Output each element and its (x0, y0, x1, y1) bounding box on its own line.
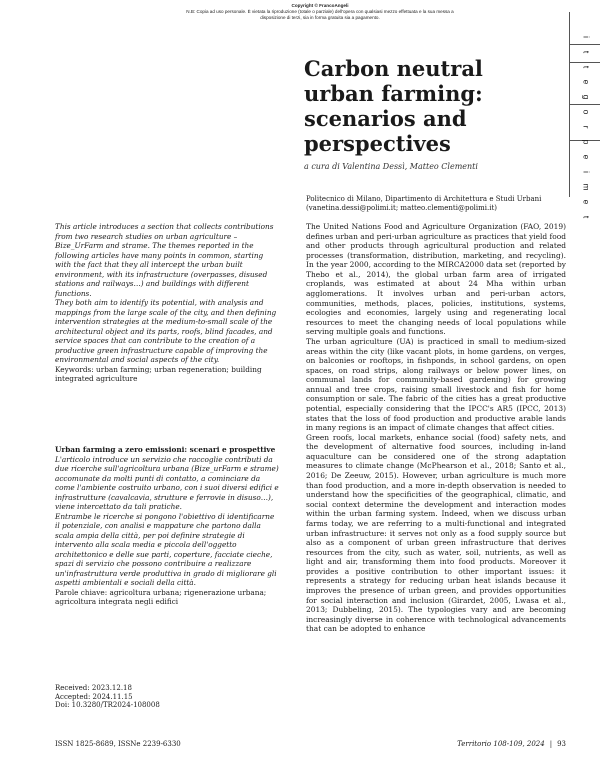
abstract-paragraph: Entrambe le ricerche si pongono l'obiettivo di identificarne il potenziale, con analisi e mappature che partono dalla scala ampia della città, per poi definire strategie di intervento alla scala media e piccola dell'oggetto architettonico e delle sue parti, coperture, facciate cieche, spazi di servizio che possono contribuire a realizzare un'infrastruttura verde produttiva in grado di migliorare gli aspetti ambientali e sociali della città. (55, 511, 277, 587)
abstract-paragraph: This article introduces a section that collects contributions from two research studies on urban agriculture – Bize_UrFarm and strame. The themes reported in the following articles have many points in common, starting with the fact that they all intercept the urban built environment, with its infrastructure (overpasses, disused stations and railways…) and buildings with different functions. (55, 222, 274, 298)
footer-issn: ISSN 1825-8689, ISSNe 2239-6330 (55, 740, 181, 748)
body-paragraph: The urban agriculture (UA) is practiced in small to medium-sized areas within the city (like vacant plots, in home gardens, on verges, on balconies or rooftops, in fishponds, in school gardens, on open spaces, on road strips, along railways or below power lines, on communal lands for community-based gardening) for growing annual and tree crops, raising small livestock and fish for home consumption or sale. The fabric of the cities has a great productive potential, especially considering that the IPCC's AR5 (IPCC, 2013) states that the loss of food production and productive arable lands in many regions is an impact of climate changes that affect cities. (306, 336, 566, 433)
affiliation-line: Politecnico di Milano, Dipartimento di Architettura e Studi Urbani (306, 195, 542, 203)
article-title: Carbon neutral urban farming: scenarios and perspectives (304, 56, 483, 156)
sidebar-letter: o (581, 109, 592, 116)
sidebar-letter: e (581, 79, 592, 86)
received-date: Received: 2023.12.18 (55, 684, 132, 692)
article-body (306, 222, 566, 634)
sidebar-letter: g (581, 94, 592, 101)
page-number: 93 (557, 740, 566, 748)
sidebar-letter: t (581, 50, 592, 55)
abstract-english (55, 222, 280, 384)
copyright-title: Copyright © FrancoAngeli (291, 3, 349, 8)
keywords-italian: Parole chiave: agricoltura urbana; rigenerazione urbana; agricoltura integrata negli edifici (55, 587, 267, 606)
section-sidebar-tab (569, 12, 600, 220)
author-affiliation (306, 195, 566, 214)
sidebar-letter: e (581, 154, 592, 161)
abstract-paragraph: L'articolo introduce un servizio che raccoglie contributi da due ricerche sull'agricoltura urbana (Bize_urFarm e strame) accomunate da molti punti di contatto, a cominciare da come l'ambiente costruito urbano, con i suoi diversi edifici e infrastrutture (cavalcavia, strutture e ferrovie in disuso…), viene intercettato da tali pratiche. (55, 454, 279, 511)
copyright-text: N.B: Copia ad uso personale. È vietata la riproduzione (totale o parziale) dell'opera con qualsiasi mezzo effettuata e la sua messa a disposizione di terzi, sia in forma gratuita sia a pagamento. (186, 9, 454, 21)
journal-name: Territorio 108-109, 2024 (457, 740, 545, 748)
sidebar-letter: r (581, 125, 592, 130)
abstract-italian-title: Urban farming a zero emissioni: scenari e prospettive (55, 445, 276, 454)
sidebar-letter: i (581, 171, 592, 174)
abstract-italian (55, 445, 280, 607)
copyright-notice (180, 3, 460, 22)
keywords: Keywords: urban farming; urban regeneration; building integrated agriculture (55, 364, 262, 383)
sidebar-letter: t (581, 215, 592, 220)
accepted-date: Accepted: 2024.11.15 (55, 692, 133, 701)
footer-journal-info: Territorio 108-109, 2024 | 93 (457, 740, 566, 748)
section-label-vertical (575, 30, 597, 225)
sidebar-letter: e (581, 199, 592, 206)
article-dates (55, 684, 255, 710)
article-editors: a cura di Valentina Dessì, Matteo Clementi (304, 162, 478, 171)
doi: Doi: 10.3280/TR2024-108008 (55, 701, 160, 710)
sidebar-letter: t (581, 65, 592, 70)
body-paragraph: The United Nations Food and Agriculture Organization (FAO, 2019) defines urban and peri-urban agriculture as practices that yield food and other products through agricultural production and related processes (transformation, distribution, marketing, and recycling). In the year 2000, according to the MIRCA2000 data set (reported by Thebo et al., 2014), the global urban farm area of irrigated croplands, was estimated at about 24 Mha within urban agglomerations. It involves urban and peri-urban actors, communities, methods, places, policies, institutions, systems, ecologies and economies, largely using and regenerating local resources to meet the changing needs of local populations while serving multiple goals and functions. (306, 222, 566, 337)
sidebar-letter: m (581, 183, 592, 192)
affiliation-emails: (vanetina.dessi@polimi.it; matteo.clementi@polimi.it) (306, 204, 498, 213)
sidebar-letter: p (581, 139, 592, 146)
body-paragraph: Green roofs, local markets, enhance social (food) safety nets, and the development of alternative food sources, including in-land aquaculture can be considered one of the strong adaptation measures to climate change (McPhearson et al., 2018; Santo et al., 2016; De Zeeuw, 2015). However, urban agriculture is much more than food production, and a more in-depth observation is needed to understand how the specificities of the geographical, climatic, and social context determine the development and interaction modes within the urban farming system. Indeed, when we discuss urban farms today, we are referring to a multi-functional and integrated urban infrastructure: it serves not only as a food supply source but also as a component of urban green infrastructure that derives resources from the city, such as water, soil, nutrients, as well as light and air, transforming them into food products. Moreover it provides a positive contribution to other important issues: it represents a strategy for reducing urban heat islands because it improves the presence of urban green, and provides opportunities for social interaction and inclusion (Girardet, 2005, Lwasa et al., 2013; Dubbeling, 2015). The typologies vary and are becoming increasingly diverse in coherence with technological advancements that can be adopted to enhance (306, 432, 566, 634)
sidebar-letter: i (581, 36, 592, 39)
abstract-paragraph: They both aim to identify its potential, with analysis and mappings from the large scale of the city, and then defining intervention strategies at the medium-to-small scale of the architectural object and its parts, roofs, blind facades, and service spaces that can contribute to the creation of a productive green infrastructure capable of improving the environmental and social aspects of the city. (55, 298, 277, 364)
